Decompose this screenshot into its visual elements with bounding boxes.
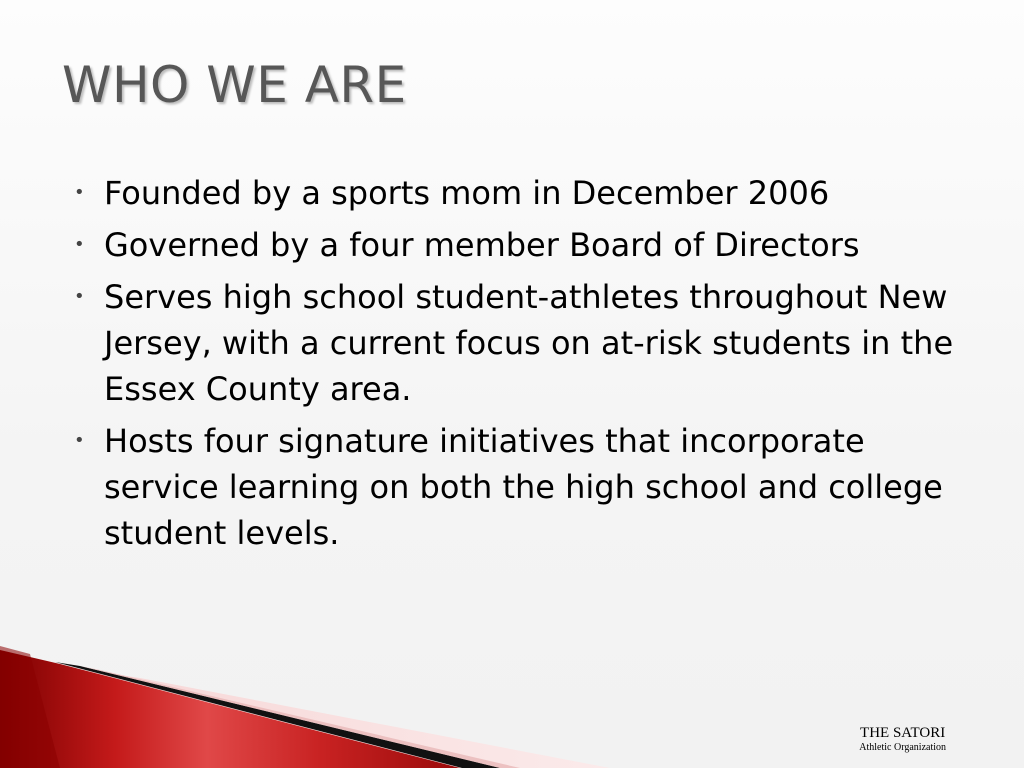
bullet-icon: • [74,234,85,255]
bullet-icon: • [74,286,85,307]
bullet-icon: • [74,182,85,203]
bullet-list [72,170,972,562]
bullet-item [72,418,972,556]
bullet-text: Hosts four signature initiatives that incorporate service learning on both the high school and college student levels. [104,422,943,552]
bullet-text: Governed by a four member Board of Directors [104,226,860,264]
logo-name: THE SATORI [860,725,946,741]
bullet-item [72,170,972,216]
bullet-icon: • [74,430,85,451]
bullet-text: Serves high school student-athletes throughout New Jersey, with a current focus on at-risk students in the Essex County area. [104,278,954,408]
logo-tagline: Athletic Organization [859,742,946,753]
slide-title: WHO WE ARE [62,56,407,114]
red-wedge [0,650,460,768]
satori-logo [859,724,946,754]
bullet-text: Founded by a sports mom in December 2006 [104,174,830,212]
bullet-item [72,274,972,412]
bullet-item [72,222,972,268]
